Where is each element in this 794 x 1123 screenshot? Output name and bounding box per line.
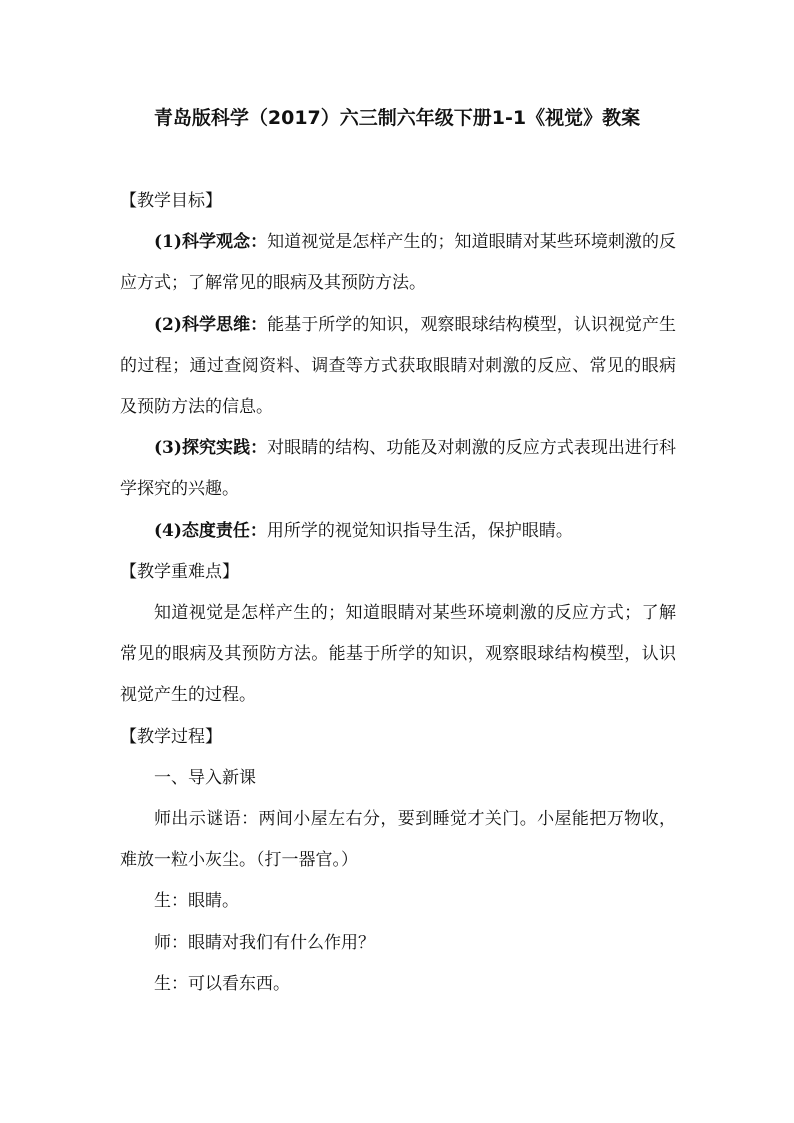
objective-item-3 xyxy=(120,428,676,510)
objective-item-1 xyxy=(120,222,676,304)
process-line-student-answer: 生：眼睛。 xyxy=(154,891,239,912)
process-line-teacher-question: 师：眼睛对我们有什么作用？ xyxy=(154,932,375,953)
objective-text: 能基于所学的知识，观察眼球结构模型，认识视觉产生的过程；通过查阅资料、调查等方式获取眼睛对刺激的反应、常见的眼病及预防方法的信息。 xyxy=(120,314,676,418)
objective-item-4 xyxy=(120,511,676,552)
objective-text: 知道视觉是怎样产生的；知道眼睛对某些环境刺激的反应方式；了解常见的眼病及其预防方法。 xyxy=(120,232,676,294)
process-heading: 【教学过程】 xyxy=(120,726,222,747)
objective-text: 对眼睛的结构、功能及对刺激的反应方式表现出进行科学探究的兴趣。 xyxy=(120,438,676,500)
key-points-text: 知道视觉是怎样产生的；知道眼睛对某些环境刺激的反应方式；了解常见的眼病及其预防方法。能基于所学的知识，观察眼球结构模型，认识视觉产生的过程。 xyxy=(120,603,676,706)
document-title: 青岛版科学（2017）六三制六年级下册1-1《视觉》教案 xyxy=(153,107,641,129)
objective-label: (4)态度责任： xyxy=(154,520,267,541)
document-body xyxy=(120,181,676,1005)
process-line-student-reply: 生：可以看东西。 xyxy=(154,973,290,994)
objectives-heading: 【教学目标】 xyxy=(120,191,222,211)
objective-item-2 xyxy=(120,305,676,429)
objective-label: (3)探究实践： xyxy=(154,438,268,459)
process-line-riddle: 师出示谜语：两间小屋左右分，要到睡觉才关门。小屋能把万物收，难放一粒小灰尘。（打一器官。） xyxy=(120,809,676,871)
process-section-title: 一、导入新课 xyxy=(154,767,256,788)
objective-label: (1)科学观念： xyxy=(154,232,268,253)
objective-text: 用所学的视觉知识指导生活，保护眼睛。 xyxy=(266,520,573,541)
objective-label: (2)科学思维： xyxy=(154,314,268,335)
key-points-heading: 【教学重难点】 xyxy=(120,561,239,582)
